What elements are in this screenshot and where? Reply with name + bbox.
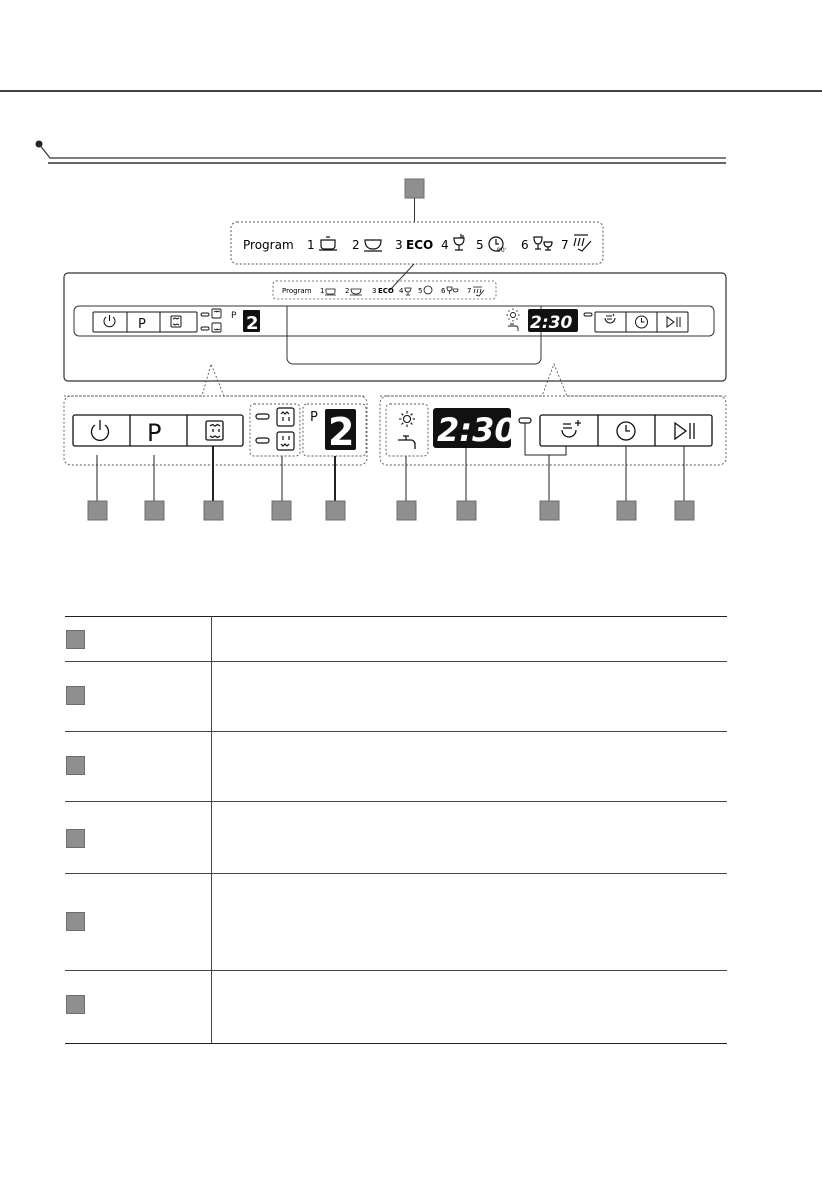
control-panel-diagram: [0, 170, 822, 530]
table-row-marker: [66, 995, 85, 1014]
svg-text:90': 90': [497, 247, 507, 254]
half-load-icon: [206, 421, 223, 440]
door-handle-recess: [287, 306, 541, 364]
power-icon: [91, 420, 108, 440]
pot-icon: [319, 237, 337, 250]
play-pause-icon: [675, 423, 694, 439]
glass-icon: [454, 234, 464, 250]
program-number: 4: [441, 238, 449, 252]
table-row-marker: [66, 829, 85, 848]
table-row-marker: [66, 686, 85, 705]
program-list-small: [282, 286, 484, 296]
left-buttons-small: [93, 312, 197, 332]
callout-markers: [88, 501, 694, 520]
svg-text:2: 2: [345, 287, 350, 295]
rinse-icon: [574, 235, 591, 251]
svg-text:2: 2: [246, 313, 259, 334]
clock-90-icon: [489, 237, 507, 254]
svg-text:4: 4: [399, 287, 404, 295]
svg-text:P: P: [231, 311, 237, 321]
table-row-marker: [66, 630, 85, 649]
program-number: 1: [307, 238, 315, 252]
left-zoom-box: [64, 396, 367, 465]
half-load-indicators-small: [201, 309, 237, 332]
half-load-indicator-box: [250, 404, 300, 456]
program-number: 2: [352, 238, 360, 252]
program-number: 5: [476, 238, 484, 252]
left-buttons-large: [73, 415, 243, 447]
callout-marker-top: [405, 179, 424, 198]
table-column-divider: [211, 616, 212, 1043]
program-number: 3: [395, 238, 403, 252]
program-letter-indicator: P: [310, 410, 318, 425]
svg-text:ECO: ECO: [378, 287, 394, 295]
program-number: 6: [521, 238, 529, 252]
program-label: Program: [243, 238, 294, 252]
table-row-marker: [66, 912, 85, 931]
svg-text:3: 3: [372, 287, 377, 295]
right-buttons-small: [595, 312, 688, 332]
svg-text:7: 7: [467, 287, 472, 295]
time-display-text: 2:30: [437, 411, 517, 449]
svg-text:1: 1: [320, 287, 325, 295]
svg-text:5: 5: [418, 287, 423, 295]
extra-dry-indicator: [519, 418, 531, 423]
program-number: 7: [561, 238, 569, 252]
section-title-line: [30, 138, 730, 168]
glasses-icon: [534, 237, 552, 250]
eco-label: ECO: [406, 238, 434, 252]
svg-text:P: P: [138, 317, 146, 332]
table-row-marker: [66, 756, 85, 775]
rinse-aid-icon: [399, 411, 415, 427]
program-digit: 2: [328, 410, 355, 454]
svg-text:6: 6: [441, 287, 446, 295]
half-load-indicators: [256, 408, 294, 450]
svg-text:Program: Program: [282, 287, 312, 295]
right-buttons-large: [540, 415, 712, 446]
rinse-salt-indicators-small: [507, 309, 520, 332]
program-list-large: [307, 234, 591, 254]
header-rule: [0, 90, 822, 92]
extra-dry-icon: [562, 420, 581, 437]
program-button-label: P: [147, 419, 162, 447]
callout-lines: [97, 423, 684, 501]
control-panel: [64, 273, 726, 381]
bowl-icon: [364, 240, 382, 251]
timer-icon: [617, 422, 635, 440]
salt-tap-icon: [398, 436, 415, 449]
svg-text:2:30: 2:30: [530, 313, 573, 333]
